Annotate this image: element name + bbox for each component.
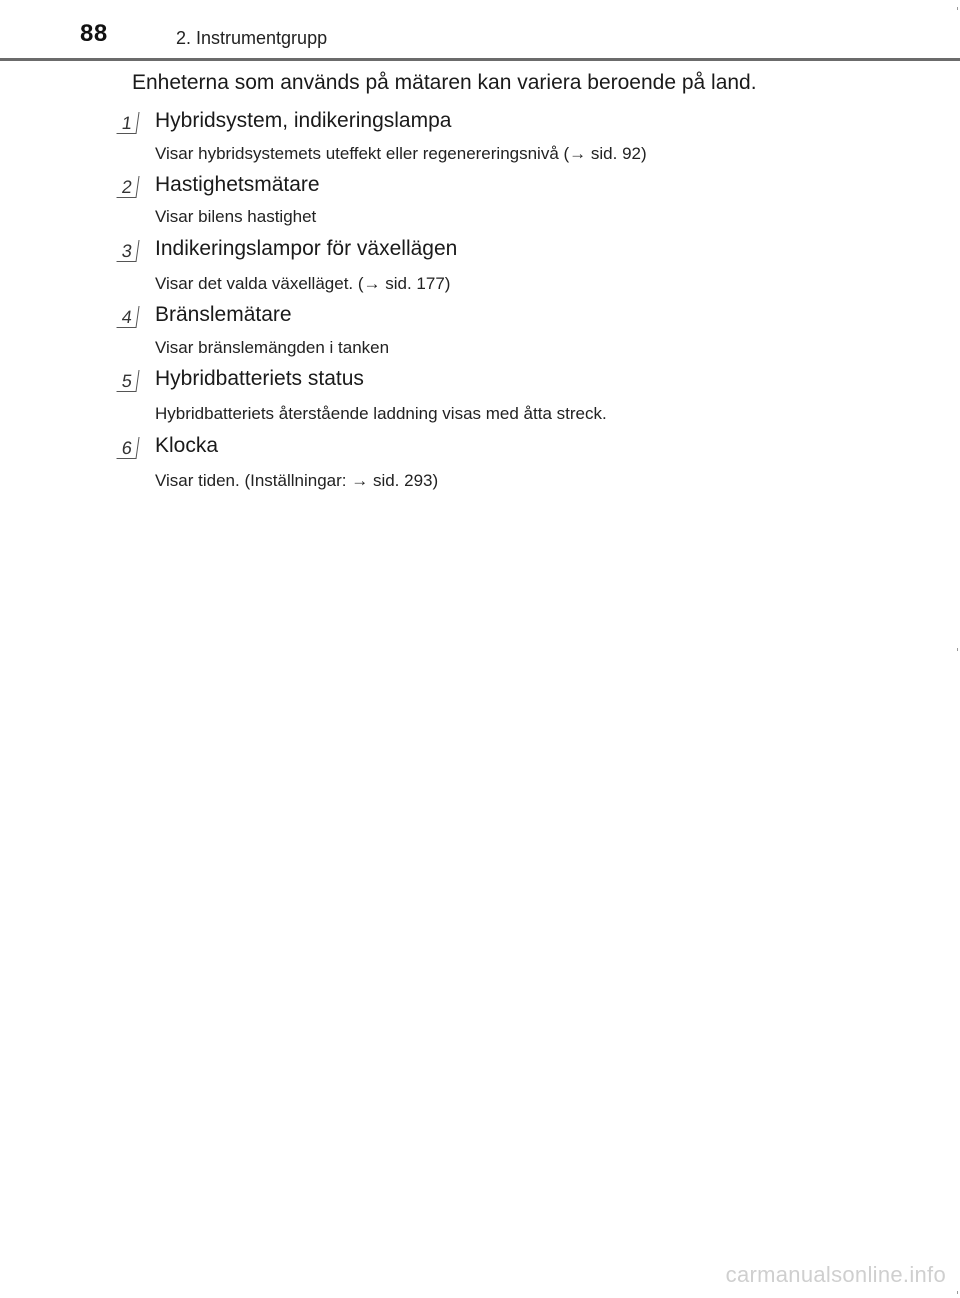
page-header	[0, 0, 960, 62]
item-title: Hybridbatteriets status	[155, 367, 364, 390]
crop-mark	[957, 648, 958, 651]
item-description: Visar tiden. (Inställningar: → sid. 293)	[155, 471, 439, 490]
item-number-badge: 5	[116, 370, 139, 392]
section-title: 2. Instrumentgrupp	[176, 28, 328, 48]
item-number-badge: 3	[116, 240, 139, 262]
item-description: Visar bilens hastighet	[155, 207, 317, 226]
header-divider	[0, 58, 960, 61]
crop-mark	[957, 7, 958, 10]
item-title: Indikeringslampor för växellägen	[155, 237, 458, 260]
watermark-text: carmanualsonline.info	[725, 1262, 946, 1287]
item-number-badge: 1	[116, 112, 139, 134]
item-number-badge: 2	[116, 176, 139, 198]
item-title: Hastighetsmätare	[155, 173, 320, 196]
item-description: Visar bränslemängden i tanken	[155, 338, 390, 357]
item-description: Visar hybridsystemets uteffekt eller regenereringsnivå (→ sid. 92)	[155, 144, 647, 163]
item-title: Bränslemätare	[155, 303, 292, 326]
item-description: Visar det valda växelläget. (→ sid. 177)	[155, 274, 451, 293]
item-title: Klocka	[155, 434, 219, 457]
item-number-badge: 4	[116, 306, 139, 328]
intro-text: Enheterna som används på mätaren kan variera beroende på land.	[132, 71, 757, 94]
item-description: Hybridbatteriets återstående laddning visas med åtta streck.	[155, 404, 607, 423]
item-number-badge: 6	[116, 437, 139, 459]
crop-mark	[957, 1291, 958, 1294]
item-title: Hybridsystem, indikeringslampa	[155, 109, 452, 132]
page-number: 88	[80, 20, 108, 47]
